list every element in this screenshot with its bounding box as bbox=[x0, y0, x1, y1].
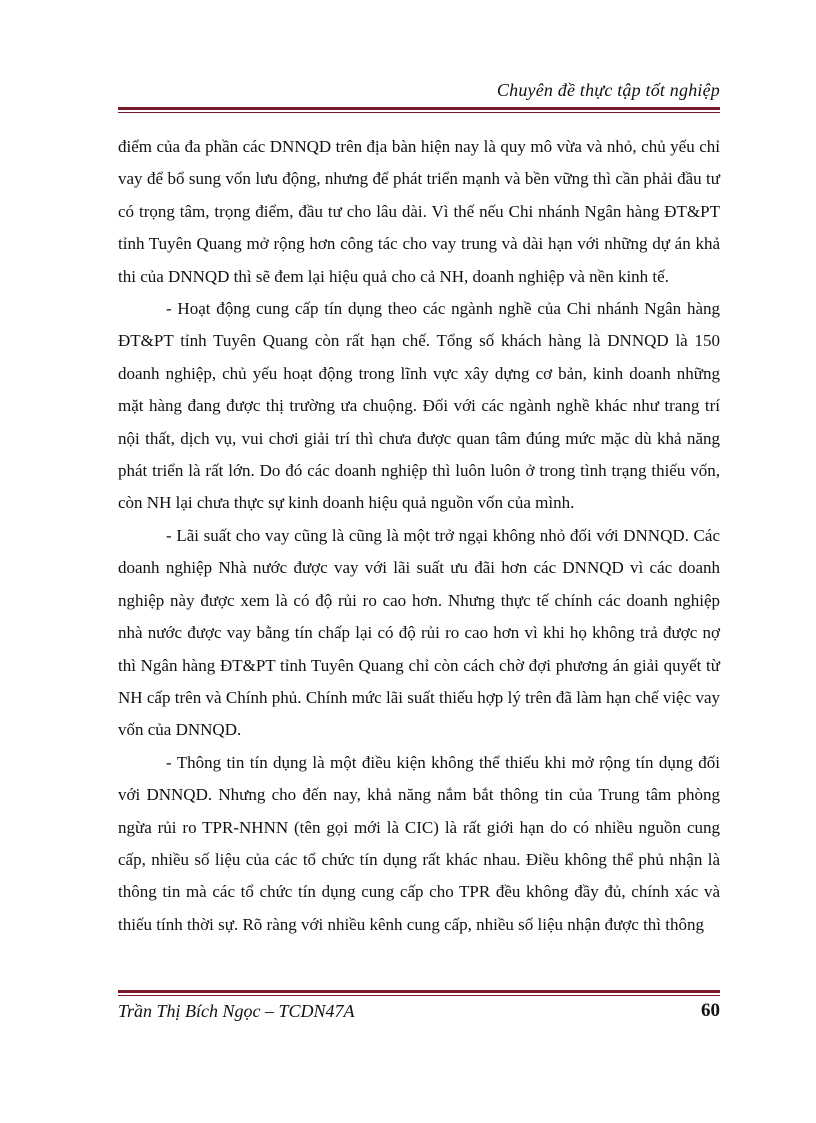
footer-author: Trần Thị Bích Ngọc – TCDN47A bbox=[118, 1001, 355, 1021]
paragraph-sector-lending: - Hoạt động cung cấp tín dụng theo các ngành nghề của Chi nhánh Ngân hàng ĐT&PT tỉnh Tuyên Quang còn rất hạn chế. Tổng số khách hàng là DNNQD là 150 doanh nghiệp, chủ yếu hoạt động trong lĩnh vực xây dựng cơ bản, kinh doanh những mặt hàng đang được thị trường ưa chuộng. Đối với các ngành nghề khác như trang trí nội thất, dịch vụ, vui chơi giải trí thì chưa được quan tâm đúng mức mặc dù khả năng phát triển là rất lớn. Do đó các doanh nghiệp thì luôn luôn ở trong tình trạng thiếu vốn, còn NH lại chưa thực sự kinh doanh hiệu quả nguồn vốn của mình. bbox=[118, 299, 720, 513]
footer-rule-thick bbox=[118, 990, 720, 993]
body-text bbox=[118, 131, 720, 941]
paragraph-credit-information: - Thông tin tín dụng là một điều kiện không thể thiếu khi mở rộng tín dụng đối với DNNQD. Nhưng cho đến nay, khả năng nắm bắt thông tin của Trung tâm phòng ngừa rủi ro TPR-NHNN (tên gọi mới là CIC) là rất giới hạn do có nhiều nguồn cung cấp, nhiều số liệu của các tổ chức tín dụng rất khác nhau. Điều không thể phủ nhận là thông tin mà các tổ chức tín dụng cung cấp cho TPR đều không đầy đủ, chính xác và thiếu tính thời sự. Rõ ràng với nhiều kênh cung cấp, nhiều số liệu nhận được thì thông bbox=[118, 752, 720, 934]
header-rule-thick bbox=[118, 107, 720, 110]
footer-rule-thin bbox=[118, 995, 720, 996]
paragraph-interest-rate: - Lãi suất cho vay cũng là cũng là một trở ngại không nhỏ đối với DNNQD. Các doanh nghiệp Nhà nước được vay với lãi suất ưu đãi hơn các DNNQD vì các doanh nghiệp này được xem là có độ rủi ro cao hơn. Nhưng thực tế chính các doanh nghiệp nhà nước được vay bằng tín chấp lại có độ rủi ro cao hơn vì khi họ không trả được nợ thì Ngân hàng ĐT&PT tỉnh Tuyên Quang chỉ còn cách chờ đợi phương án giải quyết từ NH cấp trên và Chính phủ. Chính mức lãi suất thiếu hợp lý trên đã làm hạn chế việc vay vốn của DNNQD. bbox=[118, 525, 720, 740]
paragraph-continuation: điểm của đa phần các DNNQD trên địa bàn hiện nay là quy mô vừa và nhỏ, chủ yếu chỉ vay để bổ sung vốn lưu động, nhưng để phát triển mạnh và bền vững thì cần phải đầu tư có trọng tâm, trọng điểm, đầu tư cho lâu dài. Vì thế nếu Chi nhánh Ngân hàng ĐT&PT tỉnh Tuyên Quang mở rộng hơn công tác cho vay trung và dài hạn với những dự án khả thi của DNNQD thì sẽ đem lại hiệu quả cho cả NH, doanh nghiệp và nền kinh tế. bbox=[118, 137, 720, 286]
header-rule-thin bbox=[118, 112, 720, 113]
page-number: 60 bbox=[701, 1000, 720, 1021]
page-header-title: Chuyên đề thực tập tốt nghiệp bbox=[496, 80, 720, 100]
